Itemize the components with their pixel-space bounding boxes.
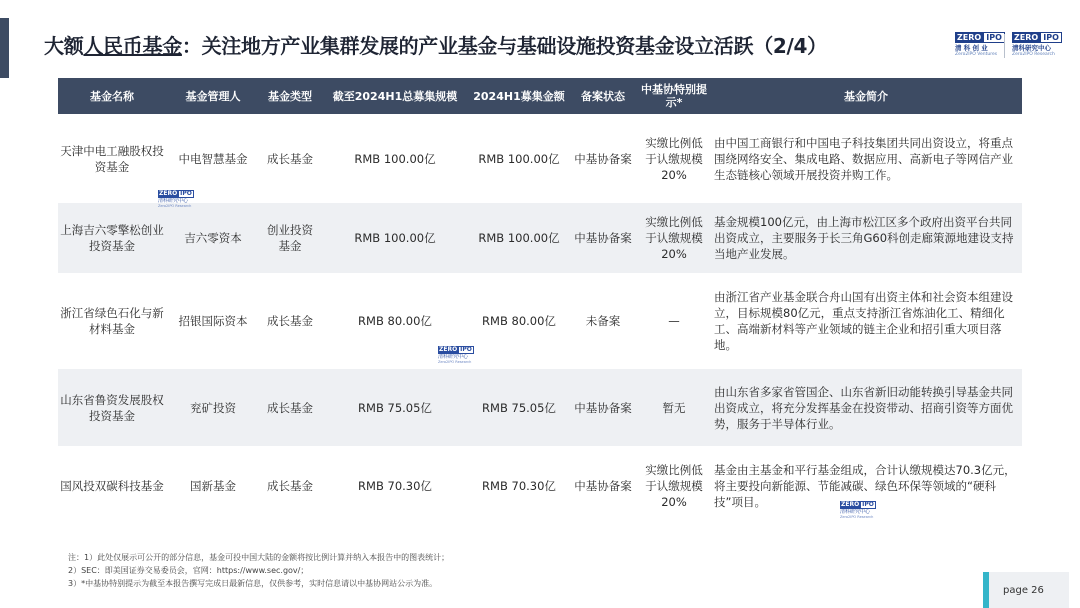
cell-name: 上海吉六零擎松创业投资基金 (58, 203, 166, 273)
cell-h1: RMB 70.30亿 (482, 479, 556, 493)
table-row (58, 369, 1022, 446)
cell-intro: 由浙江省产业基金联合舟山国有出资主体和社会资本组建设立，目标规模80亿元，重点支持浙江省炼油化工、精细化工、高端新材料等产业领域的链主企业和招引重大项目落地。 (714, 290, 1013, 352)
title-prefix: 大额 (44, 34, 84, 58)
cell-type: 成长基金 (267, 479, 313, 493)
logo-divider (1004, 34, 1005, 58)
table-row (58, 203, 1022, 273)
cell-name: 国风投双碳科技基金 (60, 479, 164, 493)
cell-total: RMB 80.00亿 (358, 314, 432, 328)
cell-total: RMB 70.30亿 (358, 479, 432, 493)
cell-hint: 实缴比例低于认缴规模20% (645, 135, 703, 182)
cell-hint: 暂无 (638, 369, 710, 446)
cell-total: RMB 75.05亿 (320, 369, 470, 446)
cell-status: 未备案 (585, 314, 621, 328)
title-underlined: 人民币基金 (83, 34, 182, 58)
header-total: 截至2024H1总募集规模 (320, 78, 470, 114)
header-manager: 基金管理人 (166, 78, 260, 114)
cell-type: 成长基金 (267, 314, 313, 328)
cell-name: 浙江省绿色石化与新材料基金 (60, 306, 164, 336)
table-row (58, 273, 1022, 369)
title-rest: ：关注地方产业集群发展的产业基金与基础设施投资基金设立活跃（2/4） (181, 34, 827, 58)
fund-table (58, 78, 1022, 526)
cell-status: 中基协备案 (574, 479, 632, 493)
watermark-logo: ZERO IPO 清科研究中心 Zero2IPO Research (840, 501, 874, 519)
cell-manager: 国新基金 (190, 479, 236, 493)
zero2ipo-research-logo: ZERO IPO 清科研究中心 Zero2IPO Research (1012, 32, 1064, 60)
cell-type: 创业投资基金 (260, 203, 320, 273)
cell-h1: RMB 80.00亿 (482, 314, 556, 328)
footnote-3: 3）*中基协特别提示为截至本报告撰写完成日最新信息，仅供参考，实时信息请以中基协网站公示为准。 (68, 579, 438, 588)
zero2ipo-ventures-logo: ZERO IPO 清 科 创 业 Zero2IPO Ventures (955, 32, 1007, 60)
watermark-logo: ZERO IPO 清科研究中心 Zero2IPO Research (158, 190, 192, 208)
footnote-1: 注：1）此处仅展示可公开的部分信息，基金可投中国大陆的金额将按比例计算并纳入本报告中的图表统计； (68, 553, 450, 562)
left-accent-bar (0, 18, 9, 78)
cell-hint: — (668, 314, 680, 328)
cell-h1: RMB 75.05亿 (470, 369, 568, 446)
cell-total: RMB 100.00亿 (320, 203, 470, 273)
cell-status: 中基协备案 (568, 203, 638, 273)
cell-h1: RMB 100.00亿 (470, 203, 568, 273)
cell-name: 天津中电工融股权投资基金 (60, 143, 164, 174)
table-header-row (58, 78, 1022, 114)
cell-intro: 由山东省多家省管国企、山东省新旧动能转换引导基金共同出资成立，将充分发挥基金在投资带动、招商引资等方面优势，服务于半导体行业。 (710, 369, 1022, 446)
page-number: page 26 (1003, 585, 1044, 596)
cell-name: 山东省鲁资发展股权投资基金 (58, 369, 166, 446)
cell-hint: 实缴比例低于认缴规模20% (638, 203, 710, 273)
cell-type: 成长基金 (267, 151, 313, 166)
cell-h1: RMB 100.00亿 (478, 151, 560, 166)
cell-type: 成长基金 (260, 369, 320, 446)
footnote-2: 2）SEC：即美国证券交易委员会，官网：https://www.sec.gov/； (68, 566, 309, 575)
cell-manager: 兖矿投资 (166, 369, 260, 446)
cell-total: RMB 100.00亿 (354, 151, 436, 166)
footnotes (68, 551, 449, 590)
page-title (44, 30, 827, 59)
cell-intro: 由中国工商银行和中国电子科技集团共同出资设立，将重点围绕网络安全、集成电路、数据应用、高新电子等网信产业生态链核心领域开展投资并购工作。 (714, 135, 1013, 182)
cell-manager: 中电智慧基金 (178, 151, 248, 166)
watermark-logo: ZERO IPO 清科研究中心 Zero2IPO Research (438, 346, 472, 364)
header-type: 基金类型 (260, 78, 320, 114)
header-hint: 中基协特别提示* (638, 78, 710, 114)
cell-manager: 招银国际资本 (178, 314, 248, 328)
table-row (58, 114, 1022, 203)
cell-intro: 基金规模100亿元，由上海市松江区多个政府出资平台共同出资成立，主要服务于长三角G60科创走廊策源地建设支持当地产业发展。 (710, 203, 1022, 273)
cell-manager: 吉六零资本 (166, 203, 260, 273)
header-intro: 基金简介 (710, 78, 1022, 114)
header-name: 基金名称 (58, 78, 166, 114)
cell-hint: 实缴比例低于认缴规模20% (645, 463, 703, 509)
header-status: 备案状态 (568, 78, 638, 114)
cell-intro: 基金由主基金和平行基金组成，合计认缴规模达70.3亿元，将主要投向新能源、节能减碳、绿色环保等领域的“硬科技”项目。 (714, 463, 1016, 509)
cell-status: 中基协备案 (568, 369, 638, 446)
cell-status: 中基协备案 (574, 151, 632, 166)
header-h1: 2024H1募集金额 (470, 78, 568, 114)
